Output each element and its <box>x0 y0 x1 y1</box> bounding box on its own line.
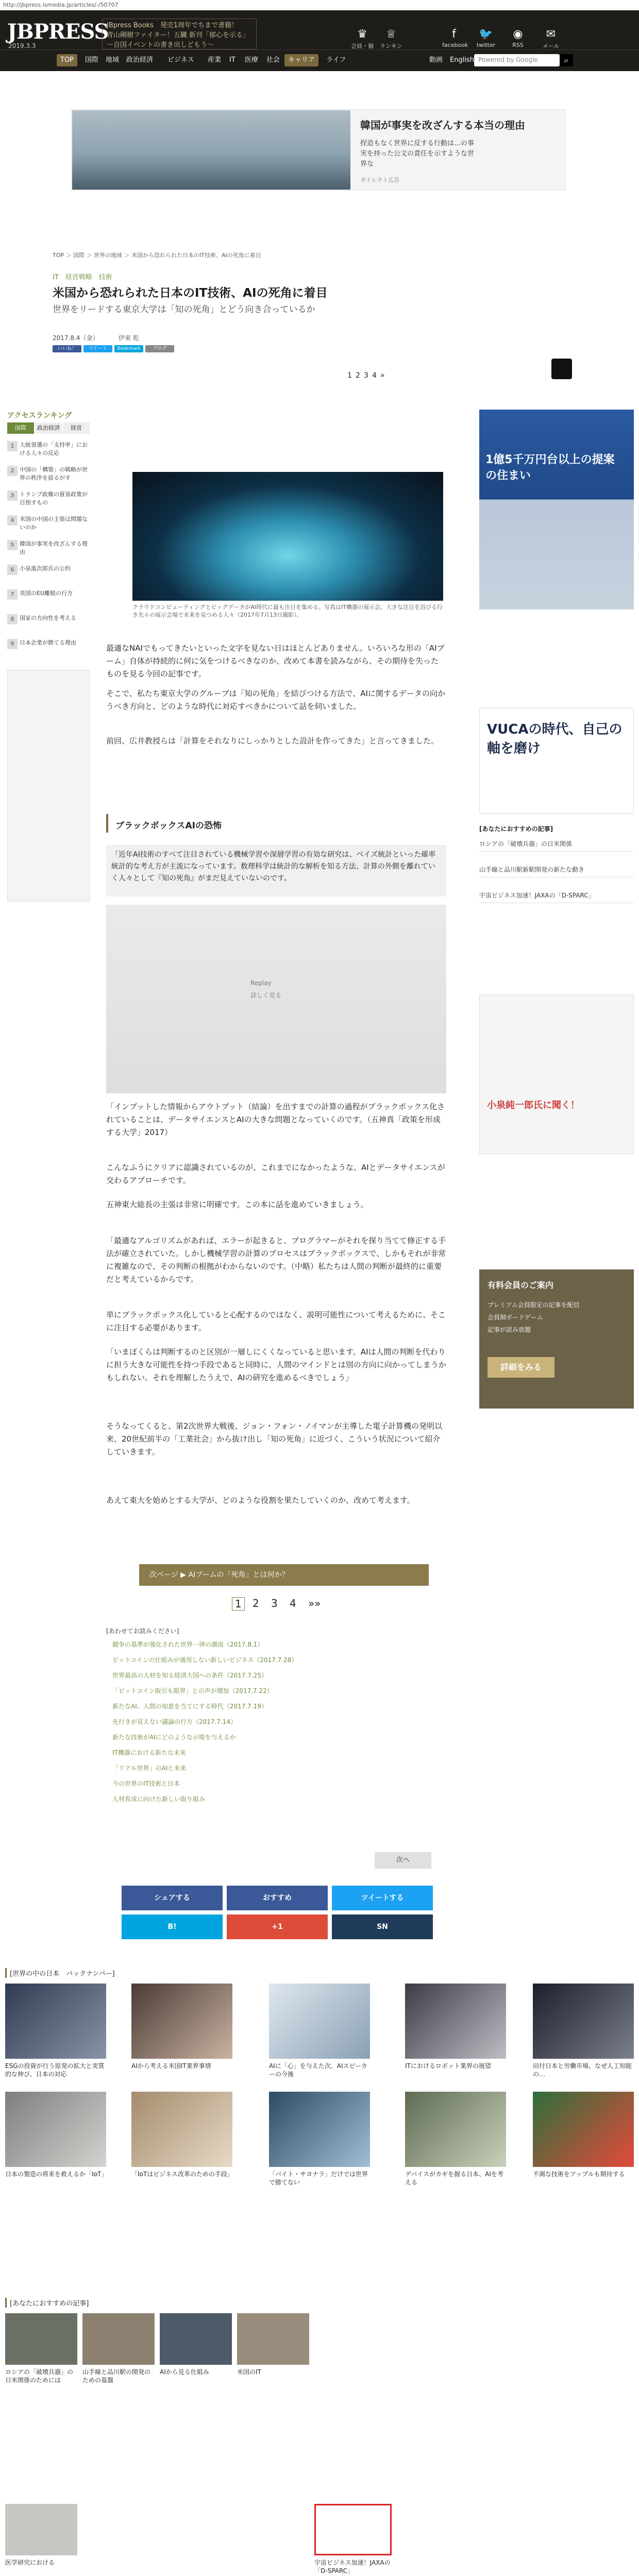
recommend-image <box>160 2313 232 2365</box>
gallery-title: 「バイト・サヨナラ」だけでは世界で勝てない <box>269 2171 368 2186</box>
page-link[interactable]: 4 <box>372 371 377 380</box>
gallery-card[interactable] <box>5 2092 106 2178</box>
related-link[interactable]: IT機器における新たな未来 <box>112 1749 186 1756</box>
quote-block: 「近年AI技術のすべて注目されている機械学習や深層学習の有効な研究は、ベイズ統計といった確率統計的な考え方が主流になっています。数理科学は統計的な解析を知る方法、計算の外側を離れていく人々として『知の死角』がまだ見えていないのです。 <box>106 845 446 896</box>
article-paragraph: 「インプットした情報からアウトプット（結論）を出すまでの計算の過程がブラックボックス化されていることは、データサイエンスとAIの大きな問題となっていくのです。（五神真「政策を形成する大学」2017） <box>106 1102 445 1137</box>
gallery-title: 「IoTはビジネス改革のための手段」 <box>131 2171 233 2178</box>
twitter-widget[interactable] <box>7 670 90 902</box>
recommend-title: 山手線と品川駅の開発のための基盤 <box>82 2368 151 2384</box>
gallery-image <box>533 2092 634 2167</box>
premium-item: 記事が読み放題 <box>487 1326 531 1333</box>
recommend-image <box>5 2504 77 2555</box>
page-link[interactable]: 2 <box>356 371 360 380</box>
ad-interview-text: 小泉純一郎氏に聞く！ <box>487 1100 580 1111</box>
article-paragraph: 「最適なアルゴリズムがあれば、エラーが起きると、プログラマーがそれを探り当てて修正する手法が確立されていた。しかし機械学習の計算のプロセスはブラックボックスで、しかもそれが非常に複雑なので、その判断の根拠がわからないのです。（中略）私たちは人間の判断が最終的に重要だと考えているからです。 <box>106 1236 446 1284</box>
facebook-share-button[interactable]: シェアする <box>122 1886 223 1910</box>
ranking-item[interactable]: 8 国家の方向性を考える <box>7 614 90 624</box>
ad-housing-text: 1億5千万円台以上の提案の住まい <box>485 453 615 482</box>
details-button[interactable]: 詳しく見る <box>250 992 282 999</box>
related-link[interactable]: 新たな技術がAIにどのような示唆を与えるか <box>112 1734 236 1741</box>
premium-item: 会員制ボードゲーム <box>487 1314 543 1321</box>
print-icon[interactable] <box>551 359 572 379</box>
gallery-card[interactable] <box>269 2092 370 2187</box>
recommend-title: ロシアの「破壊兵器」の日米関係のためには <box>5 2368 74 2384</box>
nav-top[interactable]: TOP <box>57 54 77 66</box>
gallery-title: ITにおけるロボット業界の展望 <box>405 2062 491 2070</box>
recommend-card[interactable] <box>314 2504 392 2575</box>
ad-banner[interactable] <box>71 109 566 191</box>
gallery-card[interactable] <box>5 1984 106 2078</box>
nav-international[interactable]: 国際 <box>85 56 99 64</box>
rss-icon[interactable]: ◉ RSS <box>512 28 524 48</box>
ranking-item[interactable]: 1 大統領選の「支持率」における人々の反応 <box>7 441 90 457</box>
article-paragraph: あえて東大を始めとする大学が、どのような役割を果たしていくのか、改めて考えます。 <box>106 1496 415 1505</box>
article-paragraph: 「いまぼくらは判断するのと区別が一層しにくくなっていると思います。AIは人間の判断を代わりに担う大きな可能性を持つ手段であると同時に、人間のマインドとは別の方向に向かってしまうかもしれない。それを理解したうえで、AIの研究を進めるべきでしょう」 <box>106 1347 446 1382</box>
article-image <box>132 472 443 601</box>
premium-details-button[interactable]: 詳細をみる <box>487 1357 554 1378</box>
gallery-card[interactable] <box>269 1984 370 2078</box>
banner-image <box>72 110 350 190</box>
main-nav <box>0 49 639 71</box>
ranking-item[interactable]: 5 韓国が事実を改ざんする理由 <box>7 540 90 556</box>
article-paragraph: こんなふうにクリアに認識されているのが、これまでになかったような、AIとデータサイエンスが交わるアプローチです。 <box>106 1163 445 1185</box>
recommend-card[interactable] <box>82 2313 155 2384</box>
recommend-button[interactable]: おすすめ <box>227 1886 328 1910</box>
recommend-image <box>5 2313 77 2365</box>
gallery-image <box>5 2092 106 2167</box>
mail-icon[interactable]: ✉ メール <box>542 28 560 49</box>
gallery-card[interactable] <box>131 1984 232 2070</box>
premium-heading: 有料会員のご案内 <box>487 1280 554 1290</box>
article-date: 2017.8.4（金） <box>53 334 99 342</box>
google-plus-button[interactable]: +1 <box>227 1914 328 1939</box>
related-heading: [あわせてお読みください] <box>106 1628 179 1635</box>
breadcrumb[interactable]: TOP ＞ 国際 ＞ 世界の地域 ＞ 米国から恐れられた日本のIT技術、AIの死角に着目 <box>53 252 261 259</box>
ad-vuca[interactable] <box>479 708 634 814</box>
url-bar[interactable]: http://jbpress.ismedia.jp/articles/-/50707 <box>0 0 639 10</box>
gallery-image <box>269 1984 370 2059</box>
header-promo[interactable] <box>102 19 257 49</box>
promo-line: ～自国イベントの書き出しどもう～ <box>107 41 214 49</box>
site-header <box>0 10 639 71</box>
ranking-item[interactable]: 7 英国のEU離脱の行方 <box>7 589 90 600</box>
pagination-link[interactable]: 3 <box>271 1597 278 1609</box>
ranking-item[interactable]: 2 中国の「構築」の戦略が世界の秩序を揺るがす <box>7 466 90 482</box>
nav-society[interactable]: 社会 <box>266 56 280 64</box>
sidebar-list-item[interactable]: 山手線と品川駅新駅開発の新たな動き <box>479 866 634 877</box>
ranking-item[interactable]: 4 米国の中国の主張は問題ないのか <box>7 515 90 532</box>
nav-region[interactable]: 地域 <box>106 56 120 64</box>
tweet-share-button[interactable]: ツイートする <box>332 1886 433 1910</box>
nav-medical[interactable]: 医療 <box>245 56 259 64</box>
gallery-image <box>131 1984 232 2059</box>
ranking-icon[interactable]: ♕ ランキン <box>380 28 402 49</box>
recommend-image <box>82 2313 155 2365</box>
nav-video[interactable]: 動画 <box>429 56 443 64</box>
tab-politics[interactable]: 政治経済 <box>35 422 62 434</box>
nav-business[interactable]: ビジネス <box>167 56 194 64</box>
related-link[interactable]: 「ビットコイン取引も限界」との声が増加（2017.7.22） <box>112 1687 273 1694</box>
more-button[interactable]: 次へ <box>375 1852 431 1869</box>
gallery-title: ESGの投資が行う原発の拡大と実質的な伸び、日本の対応 <box>5 2062 105 2078</box>
recommend-card[interactable] <box>160 2313 232 2376</box>
search-icon[interactable]: ⌕ <box>560 54 573 66</box>
nav-life[interactable]: ライフ <box>326 56 346 64</box>
replay-button[interactable]: Replay <box>250 979 272 987</box>
like-button[interactable]: いいね！ <box>53 345 81 352</box>
related-link[interactable]: 今の世界のIT技術と日本 <box>112 1780 180 1787</box>
gallery-image <box>131 2092 232 2167</box>
banner-text: 捏造もなく世界に反する行動は…の事実を持った公文の責任を示すような世界な <box>360 140 475 168</box>
article-paragraph: 単にブラックボックス化していると心配するのではなく、説明可能性について考えるために、そこに注目する必要があります。 <box>106 1310 446 1332</box>
related-link[interactable]: 「リアル世界」のAIと未来 <box>112 1765 187 1772</box>
article-paragraph: 前回、広井教授らは「計算をそれなりにしっかりとした設計を作ってきた」と言ってきました。 <box>106 736 439 745</box>
article-author[interactable]: 伊東 乾 <box>119 334 139 342</box>
gallery-card[interactable] <box>533 1984 634 2078</box>
ranking-heading: アクセスランキング <box>7 412 72 420</box>
page-link-next[interactable]: » <box>380 371 385 380</box>
related-link[interactable]: 新たなAI、人間の知恵を当てにする時代（2017.7.19） <box>112 1703 267 1710</box>
nav-politics[interactable]: 政治経済 <box>126 56 154 64</box>
gallery-title: デバイスがカギを握る日本、AIを考える <box>405 2171 503 2186</box>
related-link[interactable]: ビットコインの仕組みが通用しない新しいビジネス（2017.7.28） <box>112 1656 298 1664</box>
gallery-title: 田付日本と労働市場、なぜ人工知能の… <box>533 2062 632 2078</box>
hatena-button[interactable]: B! <box>122 1914 223 1939</box>
video-player[interactable] <box>106 905 446 1093</box>
pagination-next[interactable]: »» <box>308 1597 321 1609</box>
premium-item: プレミアム会員限定の記事を配信 <box>487 1301 580 1309</box>
gallery-title: 不測な技術をアップルも期待する <box>533 2171 625 2178</box>
recommend-image <box>237 2313 309 2365</box>
tweet-button[interactable]: ツイート <box>83 345 112 352</box>
nav-english[interactable]: English <box>450 56 474 64</box>
promo-line: JBpress Books 発売1周年でちまで書籍！ <box>107 22 239 29</box>
gallery-title: AIから考える米国IT業界事情 <box>131 2062 211 2070</box>
banner-ad-label: ダイレクト広告 <box>360 177 400 183</box>
gallery-title: 日本の製造の将来を救えるか「IoT」 <box>5 2171 108 2178</box>
facebook-icon[interactable]: f facebook <box>442 28 468 48</box>
gallery-image <box>405 2092 506 2167</box>
next-page-button[interactable]: 次ページ ▶ AIブームの「死角」とは何か？ <box>139 1564 429 1586</box>
sidebar-list-heading: [あなたにおすすめの記事] <box>479 825 553 833</box>
gallery-card[interactable] <box>405 1984 506 2070</box>
gallery-card[interactable] <box>533 2092 634 2178</box>
blog-button[interactable]: ブログ <box>145 345 174 352</box>
ranking-item[interactable]: 9 日本企業が勝てる理由 <box>7 639 90 649</box>
video-controls[interactable] <box>250 977 302 1023</box>
related-link[interactable]: 先行きが見えない議論の行方（2017.7.14） <box>112 1718 237 1725</box>
sidebar-list-item[interactable]: 宇宙ビジネス加速！JAXAの「D-SPARC」 <box>479 891 634 903</box>
recommend-card[interactable] <box>237 2313 309 2376</box>
header-date: 2019.3.3 <box>8 42 36 49</box>
nav-it[interactable]: IT <box>229 56 236 64</box>
tab-management[interactable]: 経営 <box>63 422 90 434</box>
article-paragraph: そこで、私たち東京大学のグループは「知の死角」を結びつける方法で、AIに関するデータの向かうべき方向と、どのような時代に対応すべきかについて話を伺いました。 <box>106 689 445 711</box>
banner-title: 韓国が事実を改ざんする本当の理由 <box>360 119 525 131</box>
page-link[interactable]: 1 <box>347 371 352 380</box>
article-subtitle: 世界をリードする東京大学は「知の死角」とどう向き合っているか <box>53 304 315 315</box>
mypage-icon[interactable]: ♛ 会員・個 <box>351 28 374 49</box>
ranking-item[interactable]: 6 小泉進次郎氏の公約 <box>7 565 90 575</box>
article-paragraph: そうなってくると、第2次世界大戦後、ジョン・フォン・ノイマンが主導した電子計算機の発明以来、20世紀前半の「工業社会」から抜け出し「知の死角」に近づく、こういう状況について紹介していきます。 <box>106 1421 443 1456</box>
site-logo[interactable]: JBPRESS <box>7 20 109 44</box>
gallery-image <box>269 2092 370 2167</box>
recommend-title: 米国のIT <box>237 2368 261 2376</box>
gallery-card[interactable] <box>405 2092 506 2187</box>
search-input[interactable]: Powered by Google <box>474 54 560 66</box>
recommend-image <box>314 2504 392 2555</box>
recommend-title: AIから見る仕組み <box>160 2368 209 2376</box>
related-link[interactable]: 人材育成に向けた新しい取り組み <box>112 1795 206 1803</box>
related-link[interactable]: 世界最高の人材を知る経済大国への条件（2017.7.25） <box>112 1672 268 1679</box>
promo-line: 青山剛樹ファイター！五臓 新刊「郁心を示る」 <box>107 31 249 39</box>
article-title: 米国から恐れられた日本のIT技術、AIの死角に着目 <box>53 286 328 300</box>
section-heading: ブラックボックスAIの恐怖 <box>106 814 446 833</box>
pagination-link[interactable]: 2 <box>253 1597 259 1609</box>
pagination-link[interactable]: 4 <box>290 1597 296 1609</box>
sidebar-list-item[interactable]: ロシアの「破壊兵器」の日米関係 <box>479 840 634 852</box>
tab-international[interactable]: 国際 <box>7 422 34 434</box>
pagination-current[interactable]: 1 <box>232 1597 245 1611</box>
recommend-title: 医学研究における <box>5 2559 55 2566</box>
image-caption: クラウドコンピューティングとビッグデータがAI時代に最も注目を集める。写真はIT機器の展示会。大きな注目を浴びる行き先々の展示会場で未来を見つめる人々（2017年7月13日撮影）。 <box>132 604 443 618</box>
recommend-card[interactable] <box>5 2313 77 2384</box>
ad-interview[interactable] <box>479 994 634 1154</box>
gallery-title: AIに「心」を与えた次、AIスピーカーの今後 <box>269 2062 367 2078</box>
gallery-image <box>405 1984 506 2059</box>
recommend-title: 宇宙ビジネス加速！JAXAの「D-SPARC」 <box>314 2559 391 2574</box>
gallery-image <box>533 1984 634 2059</box>
gallery-card[interactable] <box>131 2092 232 2178</box>
bookmark-button[interactable]: Bookmark <box>114 345 143 352</box>
gallery-image <box>5 1984 106 2059</box>
sn-button[interactable]: SN <box>332 1914 433 1939</box>
page-link[interactable]: 3 <box>364 371 368 380</box>
article-paragraph: 最適なNAIでもってきたいといった文字を見ない日はほとんどありません。いろいろな形の「AIブーム」自体が持続的に何に気をつけるべきなのか、改めて本書を読みながら、その期待を失ったものを見る今回の記事です。 <box>106 643 445 679</box>
article-category[interactable]: IT 経営戦略 技術 <box>53 274 112 281</box>
nav-industry[interactable]: 産業 <box>208 56 222 64</box>
article-paragraph: 五神東大総長の主張は非常に明確です。この本に話を進めていきましょう。 <box>106 1200 368 1209</box>
gallery-heading: [世界の中の日本 パックナンバー] <box>5 1968 115 1978</box>
ad-vuca-text: VUCAの時代、自己の軸を磨け <box>487 722 623 756</box>
related-link[interactable]: 競争の基準が強化された世界一律の潮流（2017.8.1） <box>112 1641 264 1648</box>
recommend-heading: [あなたにおすすめの記事] <box>5 2298 89 2308</box>
nav-career[interactable]: キャリア <box>284 54 318 66</box>
recommend-card[interactable] <box>5 2504 77 2567</box>
ranking-item[interactable]: 3 トランプ政権の貿易政策が目指すもの <box>7 490 90 507</box>
ad-housing[interactable] <box>479 410 634 609</box>
twitter-icon[interactable]: 🐦 twitter <box>476 28 496 48</box>
premium-box <box>479 1269 634 1409</box>
